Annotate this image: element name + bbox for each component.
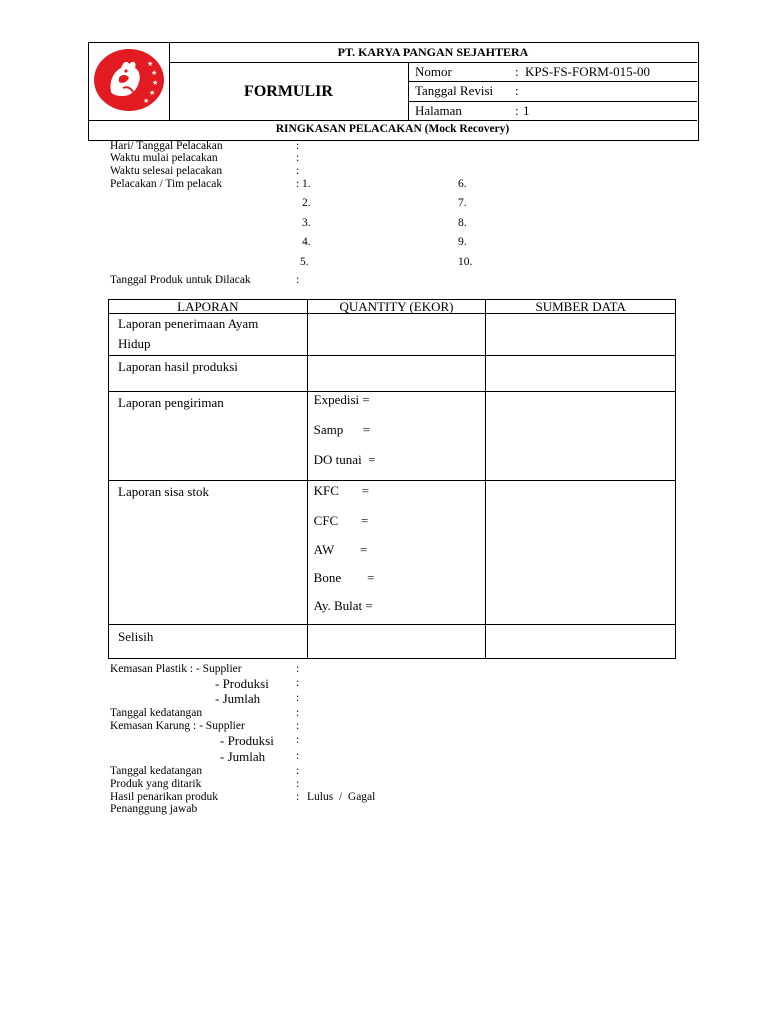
hasil-penarikan-value: Lulus / Gagal bbox=[307, 791, 376, 803]
form-subtitle: RINGKASAN PELACAKAN (Mock Recovery) bbox=[275, 123, 510, 135]
info-sep: : bbox=[296, 178, 300, 190]
quantity-item: Samp = bbox=[313, 422, 371, 437]
info-hari-tanggal: Hari/ Tanggal Pelacakan bbox=[110, 140, 223, 152]
field-sep-nomor: : bbox=[515, 64, 519, 79]
table-row bbox=[109, 356, 676, 392]
quantity-item: DO tunai = bbox=[313, 452, 376, 467]
quantity-cell[interactable] bbox=[307, 314, 486, 356]
footer-sep: : bbox=[296, 720, 300, 732]
header-divider-row1 bbox=[408, 81, 697, 82]
field-sep-halaman: : bbox=[515, 103, 519, 118]
quantity-item: Bone = bbox=[313, 570, 375, 585]
table-row bbox=[109, 481, 676, 625]
table-row bbox=[109, 314, 676, 356]
penanggung-jawab: Penanggung jawab bbox=[110, 803, 198, 815]
header-divider-subtitle bbox=[88, 120, 697, 121]
header-divider-row2 bbox=[408, 101, 697, 102]
table-row bbox=[109, 392, 676, 481]
info-tim-pelacak: Pelacakan / Tim pelacak bbox=[110, 178, 223, 190]
table-header-row bbox=[109, 300, 676, 314]
kemasan-karung-supplier: Kemasan Karung : - Supplier bbox=[110, 720, 245, 732]
team-number: 4. bbox=[302, 236, 311, 248]
kemasan-plastik-produksi: - Produksi bbox=[215, 676, 269, 691]
field-label-halaman: Halaman bbox=[415, 103, 462, 118]
source-cell[interactable] bbox=[486, 314, 676, 356]
svg-text:★: ★ bbox=[149, 89, 156, 97]
company-name: PT. KARYA PANGAN SEJAHTERA bbox=[337, 45, 529, 59]
info-waktu-selesai: Waktu selesai pelacakan bbox=[110, 165, 223, 177]
team-number: 3. bbox=[302, 217, 311, 229]
row-label-cell bbox=[109, 314, 308, 356]
field-sep-tanggal-revisi: : bbox=[515, 83, 519, 98]
footer-sep: : bbox=[296, 791, 300, 803]
quantity-item: AW = bbox=[313, 542, 368, 557]
form-title: FORMULIR bbox=[244, 83, 333, 100]
tanggal-kedatangan: Tanggal kedatangan bbox=[110, 707, 203, 719]
source-cell[interactable] bbox=[486, 392, 676, 481]
info-sep: : bbox=[296, 165, 300, 177]
header-quantity: QUANTITY (EKOR) bbox=[307, 300, 486, 314]
header-divider-fields bbox=[408, 62, 409, 120]
footer-sep: : bbox=[296, 692, 300, 704]
header-sumber-data: SUMBER DATA bbox=[486, 300, 676, 314]
row-label: Laporan sisa stok bbox=[118, 484, 209, 499]
quantity-cell[interactable] bbox=[307, 481, 486, 625]
team-number: 7. bbox=[458, 197, 467, 209]
field-label-nomor: Nomor bbox=[415, 64, 452, 79]
tanggal-kedatangan: Tanggal kedatangan bbox=[110, 765, 203, 777]
footer-sep: : bbox=[296, 663, 300, 675]
kemasan-plastik-supplier: Kemasan Plastik : - Supplier bbox=[110, 663, 242, 675]
team-number: 6. bbox=[458, 178, 467, 190]
quantity-cell[interactable] bbox=[307, 356, 486, 392]
quantity-item: CFC = bbox=[313, 513, 369, 528]
footer-sep: : bbox=[296, 765, 300, 777]
team-number: 5. bbox=[300, 256, 309, 268]
team-number: 10. bbox=[458, 256, 473, 268]
source-cell[interactable] bbox=[486, 356, 676, 392]
produk-ditarik: Produk yang ditarik bbox=[110, 778, 202, 790]
team-number: 8. bbox=[458, 217, 467, 229]
footer-sep: : bbox=[296, 707, 300, 719]
row-label: Laporan hasil produksi bbox=[118, 359, 238, 374]
quantity-item: Ay. Bulat = bbox=[313, 598, 373, 613]
row-label-cell bbox=[109, 481, 308, 625]
quantity-item: KFC = bbox=[313, 483, 370, 498]
footer-sep: : bbox=[296, 778, 300, 790]
row-label-cell bbox=[109, 392, 308, 481]
svg-text:★: ★ bbox=[151, 69, 158, 77]
row-label: Laporan penerimaan Ayam bbox=[118, 316, 259, 331]
svg-text:★: ★ bbox=[152, 79, 159, 87]
row-label: Selisih bbox=[118, 629, 154, 644]
row-label: Hidup bbox=[118, 336, 151, 351]
kemasan-karung-produksi: - Produksi bbox=[220, 733, 274, 748]
kemasan-karung-jumlah: - Jumlah bbox=[220, 749, 266, 764]
field-label-tanggal-revisi: Tanggal Revisi bbox=[415, 83, 494, 98]
product-date-sep: : bbox=[296, 274, 300, 286]
row-label-cell bbox=[109, 356, 308, 392]
field-value-halaman: 1 bbox=[523, 103, 530, 118]
table-row bbox=[109, 625, 676, 659]
source-cell[interactable] bbox=[486, 625, 676, 659]
company-logo bbox=[93, 48, 165, 112]
info-sep: : bbox=[296, 152, 300, 164]
header-divider-company bbox=[169, 62, 697, 63]
report-table bbox=[108, 299, 676, 659]
info-sep: : bbox=[296, 140, 300, 152]
quantity-cell[interactable] bbox=[307, 625, 486, 659]
hasil-penarikan: Hasil penarikan produk bbox=[110, 791, 218, 803]
team-number: 2. bbox=[302, 197, 311, 209]
footer-sep: : bbox=[296, 750, 300, 762]
team-number: 9. bbox=[458, 236, 467, 248]
svg-text:★: ★ bbox=[143, 97, 150, 105]
header-laporan: LAPORAN bbox=[109, 300, 308, 314]
row-label-cell bbox=[109, 625, 308, 659]
product-date-label: Tanggal Produk untuk Dilacak bbox=[110, 274, 251, 286]
team-number: 1. bbox=[302, 178, 311, 190]
source-cell[interactable] bbox=[486, 481, 676, 625]
field-value-nomor: KPS-FS-FORM-015-00 bbox=[525, 64, 650, 79]
info-waktu-mulai: Waktu mulai pelacakan bbox=[110, 152, 218, 164]
row-label: Laporan pengiriman bbox=[118, 395, 224, 410]
footer-sep: : bbox=[296, 734, 300, 746]
quantity-item: Expedisi = bbox=[313, 392, 370, 407]
quantity-cell[interactable] bbox=[307, 392, 486, 481]
svg-text:★: ★ bbox=[147, 60, 154, 68]
footer-sep: : bbox=[296, 677, 300, 689]
kemasan-plastik-jumlah: - Jumlah bbox=[215, 691, 261, 706]
